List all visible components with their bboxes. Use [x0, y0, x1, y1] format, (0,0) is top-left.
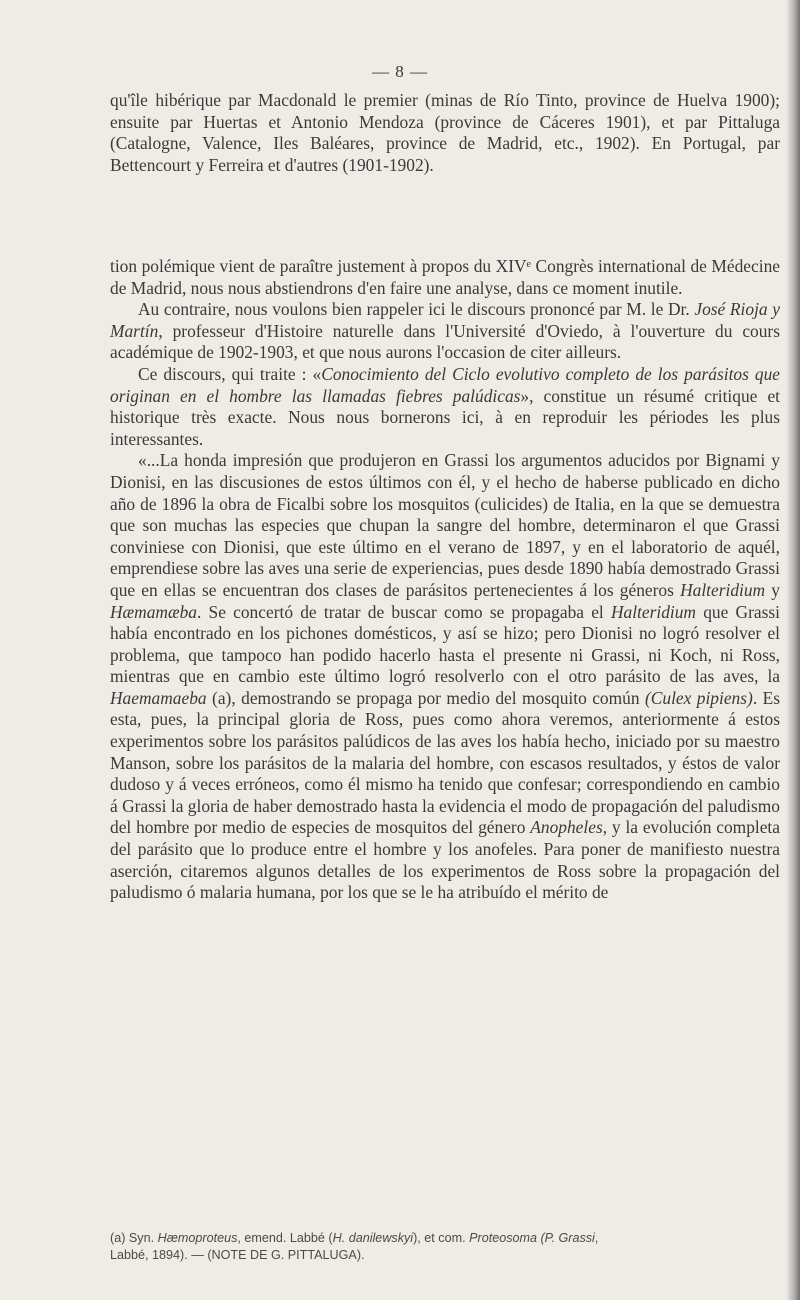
genus-halteridium-2: Halteridium [610, 601, 696, 622]
quote-text-4: que Grassi había encontrado en los pichones domésticos, y así se hizo; pero Dionisi no logró resolver el problema, que tampoco han podido hacerlo hasta el presente ni Grassi, ni Koch, ni Ross, mientras que en cambio este último logró resolverlo con el otro parásito de las aves, la [110, 601, 780, 687]
paragraph-discours [110, 299, 780, 364]
paragraph-resume [110, 364, 780, 450]
discourse-title: Conocimiento del Ciclo evolutivo completo de los parásitos que originan en el hombre las llamadas fiebres palúdicas [110, 363, 781, 406]
fn-c: ), et com. [413, 1231, 470, 1245]
footnote [110, 1230, 780, 1264]
author-name: José Rioja y Martín [110, 299, 780, 341]
main-text-block [110, 256, 780, 904]
species-culex-pipiens: (Culex pipiens) [644, 687, 753, 708]
p3-text-b: », constitue un résumé critique et historique très exacte. Nous nous bornerons ici, à en reproduir les périodes les plus interessantes. [110, 385, 781, 449]
fn-b: , emend. Labbé ( [237, 1231, 333, 1245]
paragraph-quotation [110, 450, 780, 903]
page-edge-shadow [786, 0, 800, 1300]
p2-text-b: , professeur d'Histoire naturelle dans l'Université d'Oviedo, à l'ouverture du cours académique de 1902-1903, et que nous aurons l'occasion de citer ailleurs. [110, 320, 780, 363]
page-number: — 8 — [372, 62, 428, 81]
paragraph-polemique: tion polémique vient de paraître justement à propos du XIVᵉ Congrès international de Médecine de Madrid, nous nous abstiendrons d'en faire une analyse, dans ce moment inutile. [110, 256, 780, 298]
genus-haemamaeba-2: Haemamaeba [110, 687, 207, 708]
top-paragraph: qu'île hibérique par Macdonald le premier (minas de Río Tinto, province de Huelva 1900); ensuite par Huertas et Antonio Mendoza (province de Cáceres 1901), et par Pittaluga (Catalogne, Valence, Iles Baléares, province de Madrid, etc., 1902). En Portugal, par Bettencourt y Ferreira et d'autres (1901-1902). [110, 90, 780, 175]
p2-text-a: Au contraire, nous voulons bien rappeler ici le discours prononcé par M. le Dr. [138, 299, 695, 320]
fn-haemoproteus: Hæmoproteus [157, 1231, 238, 1245]
genus-haemamaeba: Hæmamæba [110, 601, 197, 622]
genus-anopheles: Anopheles [530, 817, 603, 838]
fn-proteosoma: Proteosoma (P. Grassi [469, 1231, 595, 1245]
genus-halteridium: Halteridium [680, 579, 766, 600]
p3-text-a: Ce discours, qui traite : « [138, 363, 322, 384]
quote-text-2: y [765, 579, 780, 600]
fn-d: , [594, 1231, 599, 1245]
fn-a: (a) Syn. [110, 1231, 158, 1245]
quote-text-3: . Se concertó de tratar de buscar como se propagaba el [196, 601, 611, 622]
footnote-line-2: Labbé, 1894). — (NOTE DE G. PITTALUGA). [110, 1248, 365, 1262]
quote-text-6: . Es esta, pues, la principal gloria de Ross, pues como ahora veremos, anteriormente á estos experimentos sobre los parásitos palúdicos de las aves los había hecho, iniciado por su maestro Manson, sobre los parásitos de la malaria del hombre, con escasos resultados, y éstos de valor dudoso y á veces erróneos, como él mismo ha tenido que confesar; correspondiendo en cambio á Grassi la gloria de haber demostrado hasta la evidencia el modo de propagación del paludismo del hombre por medio de especies de mosquitos del género [110, 687, 780, 838]
quote-text-7: , y la evolución completa del parásito que lo produce entre el hombre y los anofeles. Para poner de manifiesto nuestra aserción, citaremos algunos detalles de los experimentos de Ross sobre la propagación del paludismo ó malaria humana, por los que se le ha atribuído el mérito de [110, 817, 780, 903]
top-paragraph-block [110, 90, 780, 176]
fn-danilewskyi: H. danilewskyi [332, 1231, 414, 1245]
quote-text-5: (a), demostrando se propaga por medio del mosquito común [206, 687, 645, 708]
quote-text-1: «...La honda impresión que produjeron en Grassi los argumentos aducidos por Bignami y Dionisi, en las discusiones de estos últimos con él, y el hecho de haberse publicado en dicho año de 1896 la obra de Ficalbi sobre los mosquitos (culicides) de Italia, en la que se demuestra que son muchas las especies que chupan la sangre del hombre, determinaron el que Grassi conviniese con Dionisi, que este último en el verano de 1897, y en el laboratorio de aquél, emprendiese sobre las aves una serie de experiencias, pues desde 1890 había demostrado Grassi que en ellas se encuentran dos clases de parásitos pertenecientes á los géneros [110, 450, 780, 600]
footnote-line-1 [110, 1230, 780, 1247]
